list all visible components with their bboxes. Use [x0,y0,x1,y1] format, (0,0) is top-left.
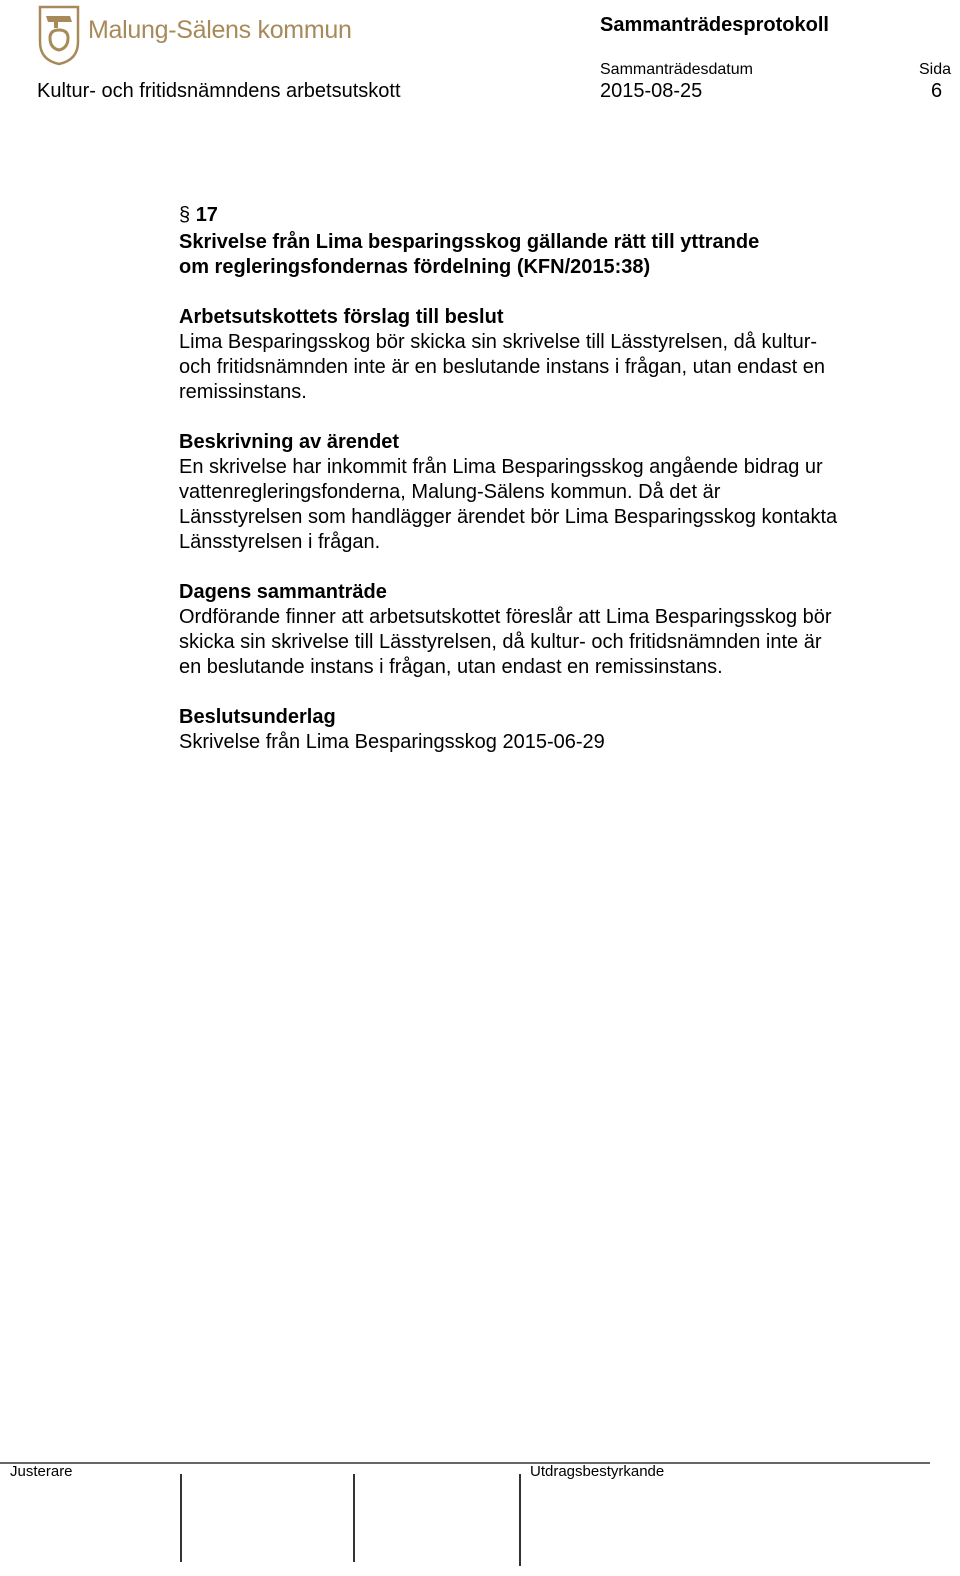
case-title-line: om regleringsfondernas fördelning (KFN/2015:38) [179,256,651,278]
municipality-name: Malung-Sälens kommun [88,16,352,44]
section-heading: Arbetsutskottets förslag till beslut [179,306,504,328]
meeting-date: 2015-08-25 [600,80,703,102]
case-title-line: Skrivelse från Lima besparingsskog gällande rätt till yttrande [179,231,760,253]
paragraph-number-value: 17 [195,204,218,226]
section-text-line: remissinstans. [179,381,307,403]
document-title: Sammanträdesprotokoll [600,14,829,36]
section-text-line: Skrivelse från Lima Besparingsskog 2015-06-29 [179,731,605,753]
section-heading: Beskrivning av ärendet [179,431,400,453]
meeting-section [179,580,919,680]
section-text-line: vattenregleringsfonderna, Malung-Sälens kommun. Då det är [179,481,721,503]
section-text-line: En skrivelse har inkommit från Lima Besparingsskog angående bidrag ur [179,456,823,478]
proposal-section [179,305,919,405]
committee-name: Kultur- och fritidsnämndens arbetsutskott [37,80,401,102]
section-text-line: Lima Besparingsskog bör skicka sin skrivelse till Lässtyrelsen, då kultur- [179,331,818,353]
signature-box-divider [353,1474,355,1562]
protocol-body [179,203,919,755]
section-text-line: Ordförande finner att arbetsutskottet föreslår att Lima Besparingsskog bör [179,606,832,628]
municipality-logo [36,4,352,66]
section-heading: Beslutsunderlag [179,706,336,728]
paragraph-number [179,203,919,228]
basis-section [179,705,919,755]
section-text-line: Länsstyrelsen i frågan. [179,531,381,553]
page-number: 6 [931,80,943,102]
section-heading: Dagens sammanträde [179,581,387,603]
section-text-line: och fritidsnämnden inte är en beslutande instans i frågan, utan endast en [179,356,825,378]
signature-box-divider [519,1474,521,1566]
footer-divider [0,1462,930,1464]
section-text-line: skicka sin skrivelse till Lässtyrelsen, då kultur- och fritidsnämnden inte är [179,631,822,653]
case-title [179,230,919,280]
section-symbol: § [179,204,191,226]
coat-of-arms-icon [36,4,84,66]
adjuster-label: Justerare [10,1463,73,1480]
description-section [179,430,919,555]
section-text-line: en beslutande instans i frågan, utan endast en remissinstans. [179,656,723,678]
section-text-line: Länsstyrelsen som handlägger ärendet bör Lima Besparingsskog kontakta [179,506,838,528]
meeting-date-label: Sammanträdesdatum [600,61,753,78]
page-label: Sida [919,61,952,78]
extract-certification-label: Utdragsbestyrkande [530,1463,665,1480]
signature-box-divider [180,1474,182,1562]
